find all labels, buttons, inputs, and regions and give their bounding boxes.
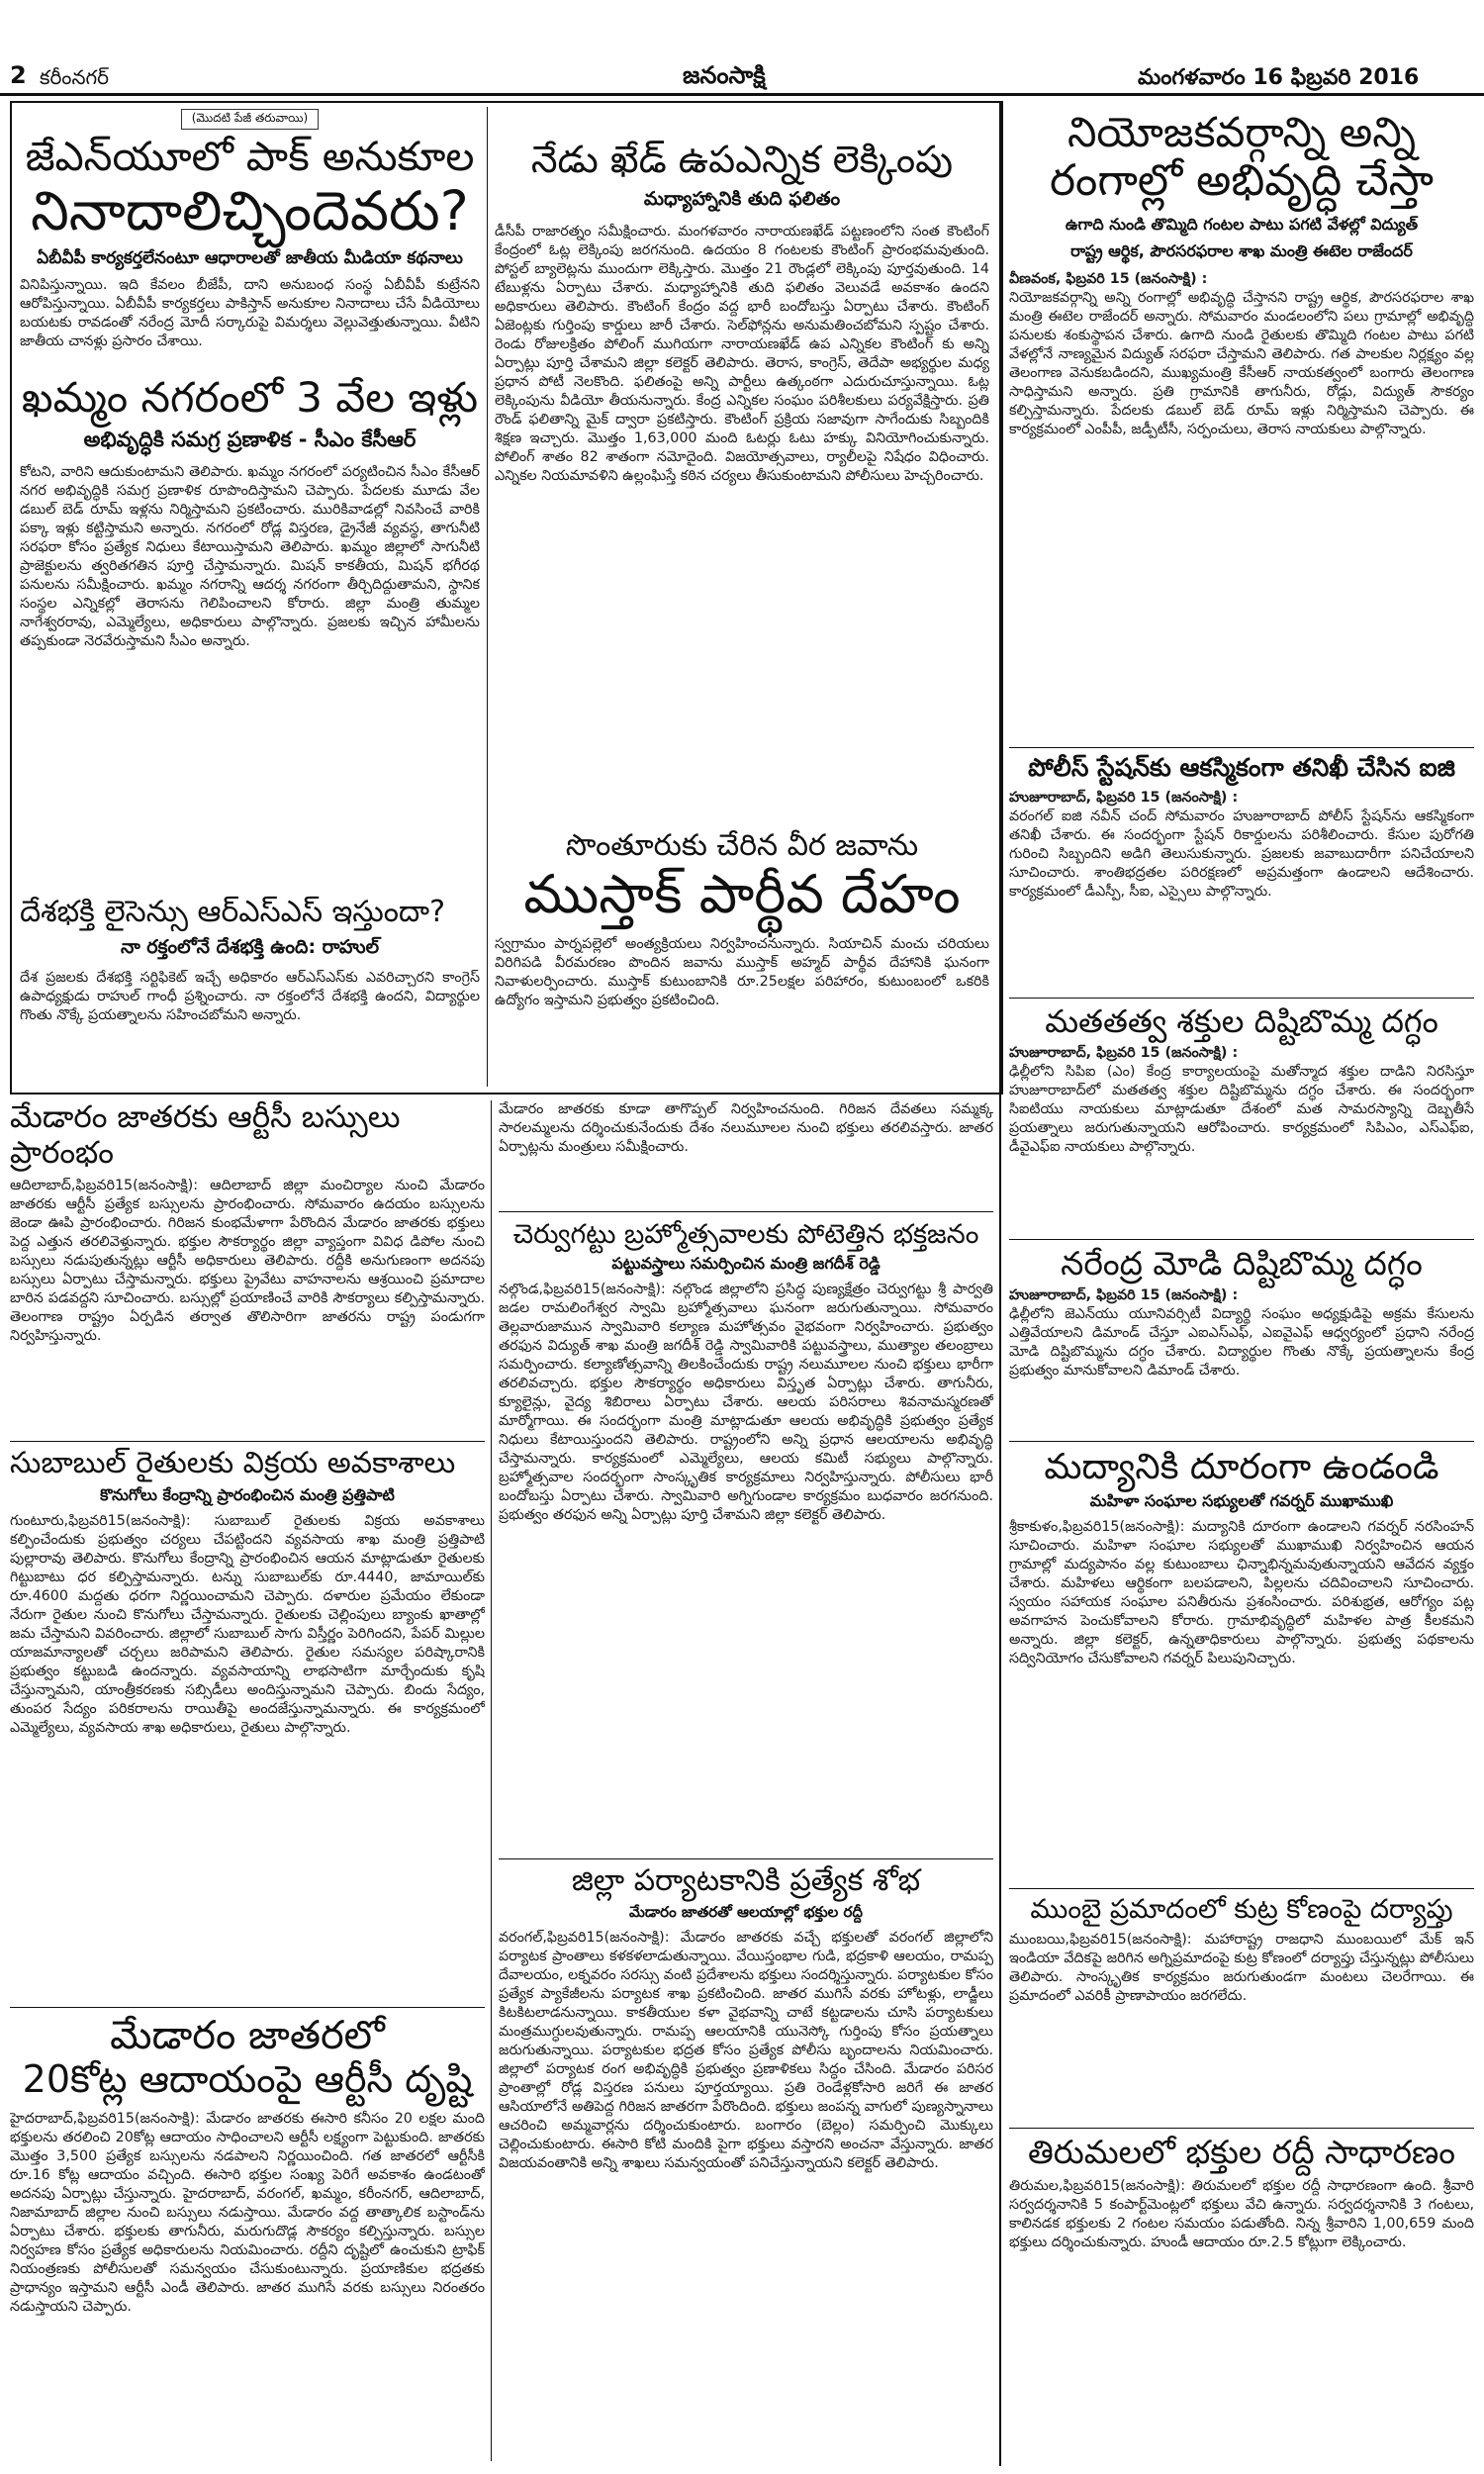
dateline-assembly: వీణవంక, ఫిబ్రవరి 15 (జనంసాక్షి) : (1009, 270, 1208, 287)
story-medaram-cont (499, 1100, 993, 1207)
story-divider (1009, 747, 1474, 748)
body-jnu: వినిపిస్తున్నాయి. ఇది కేవలం బీజేపీ, దాని అనుబంధ సంస్థ ఏబీవీపీ కుట్రేనని ఆరోపిస్తున్నాయి. ఏబీవీపీ కార్యకర్తలు పాకిస్తాన్ అనుకూల నినాదాలు చేసే వీడియోలు బయటకు రావడంతో నరేంద్ర మోదీ సర్కారుపై విమర్శలు వెల్లువెత్తుతున్నాయి. వీటిని జాతీయ చానళ్లు ప్రసారం చేశాయి. (20, 277, 480, 350)
headline-rtc-revenue-2: 20కోట్ల ఆదాయంపై ఆర్టీసీ దృష్టి (22, 2057, 473, 2101)
story-divider (499, 1858, 993, 1859)
masthead: జనంసాక్షి (683, 61, 766, 89)
body-khammam: కోటని, వారిని ఆదుకుంటామని తెలిపారు. ఖమ్మం నగరంలో పర్యటించిన సీఎం కేసీఆర్ నగర అభివృద్ధికి సమగ్ర ప్రణాళిక రూపొందిస్తామని చెప్పారు. పేదలకు మూడు వేల డబుల్ బెడ్ రూమ్ ఇళ్లను నిర్మిస్తామని ప్రకటించారు. మురికివాడల్లో నివసించే వారికి పక్కా ఇళ్లు కట్టిస్తామని అన్నారు. నగరంలో రోడ్ల విస్తరణ, డ్రైనేజీ వ్యవస్థ, తాగునీటి సరఫరా కోసం ప్రత్యేక నిధులు కేటాయిస్తామని తెలిపారు. ఖమ్మం జిల్లాలో సాగునీటి ప్రాజెక్టులను త్వరితగతిన పూర్తి చేస్తామన్నారు. మిషన్ కాకతీయ, మిషన్ భగీరథ పనులను సమీక్షించారు. ఖమ్మం నగరాన్ని ఆదర్శ నగరంగా తీర్చిదిద్దుతామని, స్థానిక సంస్థల ఎన్నికల్లో తెరాసను గెలిపించాలని కోరారు. జిల్లా మంత్రి తుమ్మల నాగేశ్వరరావు, ఎమ్మెల్యేలు, అధికారులు పాల్గొన్నారు. ప్రజలకు ఇచ్చిన హామీలను తప్పకుండా నెరవేరుస్తామని సీఎం అన్నారు. (20, 464, 480, 650)
header-rule (0, 93, 1484, 96)
dateline-effigy-1: హుజూరాబాద్, ఫిబ్రవరి 15 (జనంసాక్షి) : (1009, 1044, 1239, 1061)
subhead-tourism: మేడారం జాతరతో ఆలయాల్లో భక్తుల రద్దీ (629, 1902, 863, 1921)
story-cherukugattu (499, 1219, 993, 1853)
headline-tirumala: తిరుమలలో భక్తుల రద్దీ సాధారణం (1027, 2134, 1456, 2171)
headline-rahul: దేశభక్తి లైసెన్సు ఆర్ఎస్ఎస్ ఇస్తుందా? (20, 896, 446, 929)
story-mumbai (1009, 1894, 1474, 2122)
body-rahul: దేశ ప్రజలకు దేశభక్తి సర్టిఫికెట్ ఇచ్చే అధికారం ఆర్ఎస్ఎస్‌కు ఎవరిచ్చారని కాంగ్రెస్ ఉపాధ్యక్షుడు రాహుల్ గాంధీ ప్రశ్నించారు. నా రక్తంలోనే దేశభక్తి ఉందని, విద్యార్థుల గొంతు నొక్కే ప్రయత్నాలను సహించబోమని అన్నారు. (20, 969, 480, 1023)
headline-effigy-2: నరేంద్ర మోడి దిష్టిబొమ్మ దగ్ధం (1061, 1245, 1423, 1283)
headline-mumbai: ముంబై ప్రమాదంలో కుట్ర కోణంపై దర్యాప్తు (1030, 1894, 1453, 1925)
subhead-assembly-1: ఉగాది నుండి తొమ్మిది గంటల పాటు పగటి వేళల్లో విద్యుత్ (1065, 214, 1419, 234)
subhead-liquor: మహిళా సంఘాల సభ్యులతో గవర్నర్ ముఖాముఖి (1089, 1491, 1394, 1511)
headline-tourism: జిల్లా పర్యాటకానికి ప్రత్యేక శోభ (571, 1864, 921, 1898)
column-divider (491, 1100, 492, 2461)
subhead-khammam: అభివృద్ధికి సమగ్ర ప్రణాళిక - సీఎం కేసీఆర్ (83, 428, 417, 452)
body-mustaq: స్వగ్రామం పార్నపల్లెలో అంత్యక్రియలు నిర్వహించనున్నారు. సియాచిన్ మంచు చరియలు విరిగిపడి వీరమరణం పొందిన జవాను ముస్తాక్ అహ్మద్ పార్థీవ దేహానికి ఘనంగా నివాళులర్పించారు. ముస్తాక్ కుటుంబానికి రూ.25లక్షల పరిహారం, కుటుంబంలో ఒకరికి ఉద్యోగం ఇస్తామని ప్రభుత్వం ప్రకటించింది. (495, 935, 989, 1008)
headline-khammam: ఖమ్మం నగరంలో 3 వేల ఇళ్లు (21, 374, 479, 422)
story-mustaq (495, 829, 989, 1085)
headline-assembly-2: రంగాల్లో అభివృద్ధి చేస్తా (1049, 155, 1435, 207)
body-effigy-1: ఢిల్లీలోని సిపిఐ (ఎం) కేంద్ర కార్యాలయంపై మతోన్మాద శక్తుల దాడిని నిరసిస్తూ హుజూరాబాద్‌లో మతతత్వ శక్తుల దిష్టిబొమ్మను దగ్ధం చేశారు. ఈ సందర్భంగా సిఐటియు నాయకులు మాట్లాడుతూ దేశంలో మత సామరస్యాన్ని దెబ్బతీసే ప్రయత్నాలు జరుగుతున్నాయని ఆరోపించారు. కార్యక్రమంలో సిపిఎం, ఎస్ఎఫ్ఐ, డీవైఎఫ్ఐ నాయకులు పాల్గొన్నారు. (1009, 1063, 1474, 1155)
story-rahul (20, 896, 480, 1084)
story-divider (1009, 1239, 1474, 1240)
headline-mustaq-1: సొంతూరుకు చేరిన వీర జవాను (565, 829, 919, 863)
page-header (0, 0, 1484, 89)
body-mumbai: ముంబయి,ఫిబ్రవరి15(జనంసాక్షి): మహారాష్ట్ర రాజధాని ముంబయిలో మేక్ ఇన్ ఇండియా వేదికపై జరిగిన అగ్నిప్రమాదంపై కుట్ర కోణంలో దర్యాప్తు చేస్తున్నట్లు పోలీసులు తెలిపారు. సాంస్కృతిక కార్యక్రమం జరుగుతుండగా మంటలు చెలరేగాయి. ఈ ప్రమాదంలో ఎవరికీ ప్రాణాపాయం జరగలేదు. (1009, 1932, 1474, 2005)
headline-jnu-1: జేఎన్‌యూలో పాక్ అనుకూల (25, 133, 475, 180)
body-tourism: వరంగల్,ఫిబ్రవరి15(జనంసాక్షి): మేడారం జాతరకు వచ్చే భక్తులతో వరంగల్ జిల్లాలోని పర్యాటక ప్రాంతాలు కళకళలాడుతున్నాయి. వేయిస్తంభాల గుడి, భద్రకాళి ఆలయం, రామప్ప దేవాలయం, లక్నవరం సరస్సు వంటి ప్రదేశాలను భక్తులు సందర్శిస్తున్నారు. పర్యాటకుల కోసం ప్రత్యేక ప్యాకేజీలను పర్యాటక శాఖ ప్రకటించింది. జాతర ముగిసే వరకు హోటళ్లు, లాడ్జీలు కిటకిటలాడనున్నాయి. కాకతీయుల కళా వైభవాన్ని చాటే కట్టడాలను చూసి పర్యాటకులు మంత్రముగ్ధులవుతున్నారు. రామప్ప ఆలయానికి యునెస్కో గుర్తింపు కోసం ప్రయత్నాలు జరుగుతున్నాయి. పర్యాటకుల భద్రత కోసం ప్రత్యేక పోలీసు బృందాలను నియమించారు. జిల్లాలో పర్యాటక రంగ అభివృద్ధికి ప్రభుత్వం ప్రణాళికలు సిద్ధం చేసింది. మేడారం పరిసర ప్రాంతాల్లో రోడ్ల విస్తరణ పనులు పూర్తయ్యాయి. ప్రతి రెండేళ్లకోసారి జరిగే ఈ జాతర ఆసియాలోనే అతిపెద్ద గిరిజన జాతరగా పేరొందింది. భక్తులు జంపన్న వాగులో పుణ్యస్నానాలు ఆచరించి అమ్మవార్లను దర్శించుకుంటారు. బంగారం (బెల్లం) సమర్పించి మొక్కులు చెల్లించుకుంటారు. ఈసారి కోటి మందికి పైగా భక్తులు వస్తారని అంచనా వేస్తున్నారు. జాతర విజయవంతానికి అన్ని శాఖలు సమన్వయంతో పనిచేస్తున్నాయని కలెక్టర్ తెలిపారు. (499, 1929, 993, 2171)
story-divider (499, 1211, 993, 1212)
body-rtc-buses: ఆదిలాబాద్,ఫిబ్రవరి15(జనంసాక్షి): ఆదిలాబాద్ జిల్లా మంచిర్యాల నుంచి మేడారం జాతరకు ఆర్టీసీ ప్రత్యేక బస్సులను ప్రారంభించారు. సోమవారం ఉదయం బస్సులను జెండా ఊపి ప్రారంభించారు. గిరిజన కుంభమేళాగా పేరొందిన మేడారం జాతరకు భక్తులు పెద్ద ఎత్తున తరలివెళ్తున్నారు. భక్తుల సౌకర్యార్థం జిల్లా వ్యాప్తంగా వివిధ డిపోల నుంచి బస్సులు నడుపుతున్నట్లు ఆర్టీసీ అధికారులు తెలిపారు. రద్దీకి అనుగుణంగా అదనపు బస్సులు ఏర్పాటు చేస్తామన్నారు. భక్తులు ప్రైవేటు వాహనాలను ఆశ్రయించి ప్రమాదాల బారిన పడవద్దని సూచించారు. బస్సుల్లో ప్రయాణించే వారికి సౌకర్యాలు కల్పిస్తామన్నారు. తెలంగాణ రాష్ట్రం ఏర్పడిన తర్వాత తొలిసారిగా జాతరను రాష్ట్ర పండుగగా నిర్వహిస్తున్నారు. (10, 1178, 485, 1345)
headline-effigy-1: మతతత్వ శక్తుల దిష్టిబొమ్మ దగ్ధం (1045, 1003, 1438, 1040)
body-medaram-cont: మేడారం జాతరకు కూడా తాగొప్పల్ నిర్వహించనుంది. గిరిజన దేవతలు సమ్మక్క సారలమ్మలను దర్శించుకునేందుకు దేశం నలుమూలల నుంచి భక్తులు తరలివస్తారు. జాతర ఏర్పాట్లను మంత్రులు సమీక్షించారు. (499, 1101, 993, 1155)
story-divider (1009, 2128, 1474, 2129)
body-rtc-revenue: హైదరాబాద్,ఫిబ్రవరి15(జనంసాక్షి): మేడారం జాతరకు ఈసారి కనీసం 20 లక్షల మంది భక్తులను తరలించి 20కోట్ల ఆదాయం సాధించాలని ఆర్టీసీ లక్ష్యంగా పెట్టుకుంది. జాతరకు మొత్తం 3,500 ప్రత్యేక బస్సులను నడపాలని నిర్ణయించింది. గత జాతరలో ఆర్టీసీకి రూ.16 కోట్ల ఆదాయం వచ్చింది. ఈసారి భక్తుల సంఖ్య పెరిగే అవకాశం ఉండటంతో అదనపు ఏర్పాట్లు చేస్తున్నారు. హైదరాబాద్, వరంగల్, ఖమ్మం, కరీంనగర్, ఆదిలాబాద్, నిజామాబాద్ జిల్లాల నుంచి బస్సులు నడుస్తాయి. మేడారం వద్ద తాత్కాలిక బస్టాండ్‌ను ఏర్పాటు చేశారు. భక్తులకు తాగునీరు, మరుగుదొడ్ల సౌకర్యం కల్పిస్తున్నారు. బస్సుల నిర్వహణ కోసం ప్రత్యేక అధికారులను నియమించారు. రద్దీని దృష్టిలో ఉంచుకుని ట్రాఫిక్ నియంత్రణకు పోలీసులతో సమన్వయం చేసుకుంటున్నారు. ప్రయాణికుల భద్రతకు ప్రాధాన్యం ఇస్తామని ఆర్టీసీ ఎండీ తెలిపారు. జాతర ముగిసే వరకు బస్సులు నిరంతరం నడుస్తాయని చెప్పారు. (10, 2110, 485, 2315)
body-liquor: శ్రీకాకుళం,ఫిబ్రవరి15(జనంసాక్షి): మద్యానికి దూరంగా ఉండాలని గవర్నర్ నరసింహన్ సూచించారు. మహిళా సంఘాల సభ్యులతో ముఖాముఖి నిర్వహించిన ఆయన గ్రామాల్లో మద్యపానం వల్ల కుటుంబాలు ఛిన్నాభిన్నమవుతున్నాయని ఆవేదన వ్యక్తం చేశారు. మహిళలు ఆర్థికంగా బలపడాలని, పిల్లలను చదివించాలని సూచించారు. స్వయం సహాయక సంఘాల పనితీరును ప్రశంసించారు. పరిశుభ్రత, ఆరోగ్యం పట్ల అవగాహన పెంచుకోవాలని కోరారు. గ్రామాభివృద్ధిలో మహిళల పాత్ర కీలకమని అన్నారు. జిల్లా కలెక్టర్, ఉన్నతాధికారులు పాల్గొన్నారు. ప్రభుత్వ పథకాలను సద్వినియోగం చేసుకోవాలని గవర్నర్ పిలుపునిచ్చారు. (1009, 1519, 1474, 1667)
story-divider (1009, 1441, 1474, 1442)
story-tourism (499, 1864, 993, 2463)
story-khammam (20, 374, 480, 889)
body-effigy-2: ఢిల్లీలోని జెఎన్‌యు యూనివర్సిటీ విద్యార్థి సంఘం అధ్యక్షుడిపై అక్రమ కేసులను ఎత్తివేయాలని డిమాండ్ చేస్తూ ఎఐఎస్ఎఫ్, ఎఐవైఎఫ్ ఆధ్వర్యంలో ప్రధాని నరేంద్ర మోడి దిష్టిబొమ్మను దగ్ధం చేశారు. విద్యార్థుల గొంతు నొక్కే ప్రయత్నాలను కేంద్ర ప్రభుత్వం మానుకోవాలని డిమాండ్ చేశారు. (1009, 1305, 1474, 1379)
story-rtc-revenue (10, 2013, 485, 2463)
headline-jnu-2: నినాదాలిచ్చిందెవరు? (31, 179, 469, 243)
dateline-ig: హుజూరాబాద్, ఫిబ్రవరి 15 (జనంసాక్షి) : (1009, 789, 1239, 806)
subhead-rahul: నా రక్తంలోనే దేశభక్తి ఉంది: రాహుల్ (120, 935, 380, 958)
subhead-khed: మధ్యాహ్నానికి తుది ఫలితం (643, 187, 841, 210)
body-tirumala: తిరుమల,ఫిబ్రవరి15(జనంసాక్షి): తిరుమలలో భక్తుల రద్దీ సాధారణంగా ఉంది. శ్రీవారి సర్వదర్శనానికి 5 కంపార్ట్‌మెంట్లలో భక్తులు వేచి ఉన్నారు. సర్వదర్శనానికి 3 గంటలు, కాలినడక భక్తులకు 2 గంటల సమయం పడుతోంది. నిన్న శ్రీవారిని 1,00,659 మంది భక్తులు దర్శించుకున్నారు. హుండీ ఆదాయం రూ.2.5 కోట్లుగా లెక్కించారు. (1009, 2177, 1474, 2250)
issue-date: మంగళవారం 16 ఫిబ్రవరి 2016 (1138, 65, 1420, 90)
headline-subabul: సుబాబుల్ రైతులకు విక్రయ అవకాశాలు (10, 1447, 456, 1480)
right-column-rule (999, 101, 1001, 2466)
story-ig (1009, 754, 1474, 992)
body-ig: వరంగల్ ఐజి నవీన్ చంద్ సోమవారం హుజూరాబాద్ పోలీస్ స్టేషన్‌ను ఆకస్మికంగా తనిఖీ చేశారు. ఈ సందర్భంగా స్టేషన్ రికార్డులను పరిశీలించారు. కేసుల పురోగతి గురించి సిబ్బందిని అడిగి తెలుసుకున్నారు. ప్రజలకు జవాబుదారీగా పనిచేయాలని సూచించారు. శాంతిభద్రతల పరిరక్షణలో అప్రమత్తంగా ఉండాలని ఆదేశించారు. కార్యక్రమంలో డీఎస్పీ, సీఐ, ఎస్సైలు పాల్గొన్నారు. (1009, 808, 1474, 900)
story-assembly (1009, 109, 1474, 742)
story-liquor (1009, 1447, 1474, 1882)
headline-rtc-buses: మేడారం జాతరకు ఆర్టీసీ బస్సులు ప్రారంభం (10, 1100, 401, 1171)
body-subabul: గుంటూరు,ఫిబ్రవరి15(జనంసాక్షి): సుబాబుల్ రైతులకు విక్రయ అవకాశాలు కల్పించేందుకు ప్రభుత్వం చర్యలు చేపట్టిందని వ్యవసాయ శాఖ మంత్రి ప్రత్తిపాటి పుల్లారావు తెలిపారు. కొనుగోలు కేంద్రాన్ని ప్రారంభించిన ఆయన మాట్లాడుతూ రైతులకు గిట్టుబాటు ధర కల్పిస్తామన్నారు. టన్ను సుబాబుల్‌కు రూ.4440, జామాయిల్‌కు రూ.4600 మద్దతు ధరగా నిర్ణయించామని చెప్పారు. దళారుల ప్రమేయం లేకుండా నేరుగా రైతుల నుంచి కొనుగోలు చేస్తామన్నారు. రైతులకు చెల్లింపులు బ్యాంకు ఖాతాల్లో జమ చేస్తామని వివరించారు. జిల్లాలో సుబాబుల్ సాగు విస్తీర్ణం పెరిగిందని, పేపర్ మిల్లుల యాజమాన్యాలతో చర్చలు జరిపామని తెలిపారు. రైతుల సమస్యల పరిష్కారానికి ప్రభుత్వం కట్టుబడి ఉందన్నారు. వ్యవసాయాన్ని లాభసాటిగా మార్చేందుకు కృషి చేస్తున్నామని, యాంత్రీకరణకు సబ్సిడీలు అందిస్తున్నామని చెప్పారు. బిందు సేద్యం, తుంపర సేద్యం పరికరాలను రాయితీపై అందజేస్తున్నామన్నారు. ఈ కార్యక్రమంలో ఎమ్మెల్యేలు, వ్యవసాయ శాఖ అధికారులు, రైతులు పాల్గొన్నారు. (10, 1512, 485, 1736)
subhead-cherukugattu: పట్టువస్త్రాలు సమర్పించిన మంత్రి జగదీశ్ రెడ్డి (611, 1254, 881, 1274)
story-jnu (20, 107, 480, 362)
dateline-effigy-2: హుజూరాబాద్, ఫిబ్రవరి 15 (జనంసాక్షి) : (1009, 1286, 1239, 1303)
story-divider (1009, 998, 1474, 999)
body-khed: డీసీపీ రాజారత్నం సమీక్షించారు. మంగళవారం నారాయణఖేడ్ పట్టణంలోని సంత కౌంటింగ్ కేంద్రంలో ఓట్ల లెక్కింపు జరగనుంది. ఉదయం 8 గంటలకు కౌంటింగ్ ప్రారంభమవుతుంది. పోస్టల్ బ్యాలెట్లను ముందుగా లెక్కిస్తారు. మొత్తం 21 రౌండ్లలో లెక్కింపు పూర్తవుతుంది. 14 టేబుళ్లను ఏర్పాటు చేశారు. మధ్యాహ్నానికి తుది ఫలితం వెలువడే అవకాశం ఉందని అధికారులు తెలిపారు. కౌంటింగ్ కేంద్రం వద్ద భారీ బందోబస్తు ఏర్పాటు చేశారు. కౌంటింగ్ ఏజెంట్లకు గుర్తింపు కార్డులు జారీ చేశారు. సెల్‌ఫోన్లను అనుమతించబోమని స్పష్టం చేశారు. రెండు రోజులక్రితం పోలింగ్ ముగియగా నారాయణఖేడ్ ఉప ఎన్నికల కౌంటింగ్ కు అన్ని ఏర్పాట్లు పూర్తి చేశామని జిల్లా కలెక్టర్ తెలిపారు. తెరాస, కాంగ్రెస్, తెదేపా అభ్యర్థుల మధ్య ప్రధాన పోటీ నెలకొంది. ఫలితంపై అన్ని పార్టీలు ఉత్కంఠగా ఎదురుచూస్తున్నాయి. ఓట్ల లెక్కింపును వీడియో తీయనున్నారు. కేంద్ర ఎన్నికల సంఘం పరిశీలకులు పర్యవేక్షిస్తారు. ప్రతి రౌండ్ ఫలితాన్ని మైక్ ద్వారా ప్రకటిస్తారు. కౌంటింగ్ ప్రక్రియ సజావుగా సాగేందుకు సిబ్బందికి శిక్షణ ఇచ్చారు. మొత్తం 1,63,000 మంది ఓటర్లు ఓటు హక్కు వినియోగించుకున్నారు. పోలింగ్ శాతం 82 శాతంగా నమోదైంది. విజయోత్సవాలు, ర్యాలీలపై నిషేధం విధించారు. ఎన్నికల నియమావళిని ఉల్లంఘిస్తే కఠిన చర్యలు తీసుకుంటామని పోలీసులు హెచ్చరించారు. (495, 223, 989, 484)
story-divider (1009, 1888, 1474, 1889)
subhead-subabul: కొనుగోలు కేంద్రాన్ని ప్రారంభించిన మంత్రి ప్రత్తిపాటి (100, 1484, 395, 1504)
column-divider (487, 107, 488, 1087)
headline-khed: నేడు ఖేడ్ ఉపఎన్నిక లెక్కింపు (530, 139, 954, 181)
story-divider (10, 1441, 485, 1442)
story-effigy-2 (1009, 1245, 1474, 1435)
headline-cherukugattu: చెర్వుగట్టు బ్రహ్మోత్సవాలకు పోటెత్తిన భక్తజనం (512, 1219, 979, 1250)
subhead-assembly-2: రాష్ట్ర ఆర్థిక, పౌరసరఫరాల శాఖ మంత్రి ఈటెల రాజేందర్ (1070, 240, 1413, 260)
edition-name: కరీంనగర్ (40, 65, 109, 89)
headline-ig: పోలీస్ స్టేషన్‌కు ఆకస్మికంగా తనిఖీ చేసిన ఐజి (1028, 754, 1455, 782)
story-effigy-1 (1009, 1003, 1474, 1233)
story-tirumala (1009, 2134, 1474, 2460)
headline-liquor: మద్యానికి దూరంగా ఉండండి (1044, 1447, 1439, 1487)
headline-assembly-1: నియోజకవర్గాన్ని అన్ని (1067, 109, 1417, 156)
body-cherukugattu: నల్గొండ,ఫిబ్రవరి15(జనంసాక్షి): నల్గొండ జిల్లాలోని ప్రసిద్ధ పుణ్యక్షేత్రం చెర్వుగట్టు శ్రీ పార్వతి జడల రామలింగేశ్వర స్వామి బ్రహ్మోత్సవాలు ఘనంగా జరుగుతున్నాయి. సోమవారం తెల్లవారుజామున స్వామివారి కల్యాణ మహోత్సవం వైభవంగా నిర్వహించారు. ప్రభుత్వం తరఫున విద్యుత్ శాఖ మంత్రి జగదీశ్ రెడ్డి స్వామివారికి పట్టువస్త్రాలు, ముత్యాల తలంబ్రాలు సమర్పించారు. కల్యాణోత్సవాన్ని తిలకించేందుకు రాష్ట్ర నలుమూలల నుంచి భక్తులు భారీగా తరలివచ్చారు. భక్తుల సౌకర్యార్థం అధికారులు విస్తృత ఏర్పాట్లు చేశారు. తాగునీరు, క్యూలైన్లు, వైద్య శిబిరాలు ఏర్పాటు చేశారు. ఆలయ పరిసరాలు శివనామస్మరణతో మార్మోగాయి. ఈ సందర్భంగా మంత్రి మాట్లాడుతూ ఆలయ అభివృద్ధికి ప్రభుత్వం ప్రత్యేక నిధులు కేటాయిస్తుందని తెలిపారు. రాష్ట్రంలోని అన్ని ప్రధాన ఆలయాలను అభివృద్ధి చేస్తామన్నారు. కార్యక్రమంలో ఎమ్మెల్యేలు, ఆలయ కమిటీ సభ్యులు పాల్గొన్నారు. బ్రహ్మోత్సవాల సందర్భంగా సాంస్కృతిక కార్యక్రమాలు నిర్వహిస్తున్నారు. పోలీసులు భారీ బందోబస్తు ఏర్పాటు చేశారు. స్వామివారి అగ్నిగుండాల కార్యక్రమం బుధవారం జరగనుంది. ప్రభుత్వం తరఫున అన్ని ఏర్పాట్లు పూర్తి చేశామని జిల్లా కలెక్టర్ తెలిపారు. (499, 1282, 993, 1524)
page-number: 2 (10, 61, 27, 89)
headline-mustaq-2: ముస్తాక్ పార్థీవ దేహం (523, 862, 961, 925)
story-subabul (10, 1447, 485, 2001)
body-assembly: నియోజకవర్గాన్ని అన్ని రంగాల్లో అభివృద్ధి చేస్తానని రాష్ట్ర ఆర్థిక, పౌరసరఫరాల శాఖ మంత్రి ఈటెల రాజేందర్ అన్నారు. సోమవారం మండలంలోని పలు గ్రామాల్లో అభివృద్ధి పనులకు శంకుస్థాపన చేశారు. ఉగాది నుండి రైతులకు తొమ్మిది గంటల పాటు పగటి వేళల్లోనే నాణ్యమైన విద్యుత్ సరఫరా చేస్తామని తెలిపారు. గత పాలకుల నిర్లక్ష్యం వల్ల తెలంగాణ వెనుకబడిందని, ముఖ్యమంత్రి కేసీఆర్ నాయకత్వంలో బంగారు తెలంగాణ సాధిస్తామని అన్నారు. ప్రతి గ్రామానికి తాగునీరు, రోడ్లు, విద్యుత్ సౌకర్యం కల్పిస్తామన్నారు. పేదలకు డబుల్ బెడ్ రూమ్ ఇళ్లు నిర్మిస్తామని చెప్పారు. ఈ కార్యక్రమంలో ఎంపీపీ, జడ్పీటీసీ, సర్పంచులు, తెరాస నాయకులు పాల్గొన్నారు. (1009, 289, 1474, 437)
headline-rtc-revenue-1: మేడారం జాతరలో (110, 2013, 385, 2058)
story-rtc-buses (10, 1100, 485, 1437)
story-khed (495, 139, 989, 821)
subhead-jnu: ఏబీవీపీ కార్యకర్తలేనంటూ ఆధారాలతో జాతీయ మీడియా కథనాలు (37, 248, 463, 269)
continued-tag: (మొదటి పేజీ తరువాయి) (181, 109, 320, 130)
story-divider (10, 2007, 485, 2008)
